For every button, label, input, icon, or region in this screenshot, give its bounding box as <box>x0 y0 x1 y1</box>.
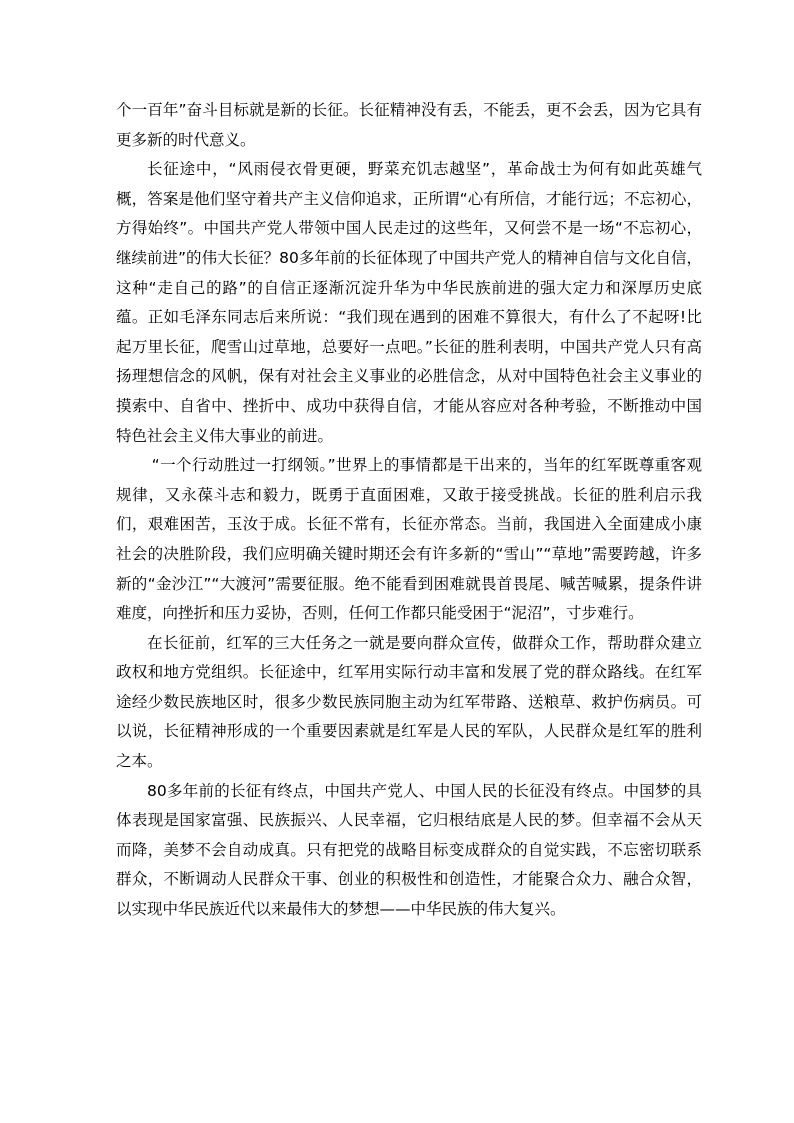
paragraph-4: 在长征前，红军的三大任务之一就是要向群众宣传，做群众工作，帮助群众建立政权和地方党组织。长征途中，红军用实际行动丰富和发展了党的群众路线。在红军途经少数民族地区时，很多少数民族同胞主动为红军带路、送粮草、救护伤病员。可以说，长征精神形成的一个重要因素就是红军是人民的军队，人民群众是红军的胜利之本。 <box>116 633 702 771</box>
paragraph-3: “一个行动胜过一打纲领。”世界上的事情都是干出来的，当年的红军既尊重客观规律，又永葆斗志和毅力，既勇于直面困难，又敢于接受挑战。长征的胜利启示我们，艰难困苦，玉汝于成。长征不常有，长征亦常态。当前，我国进入全面建成小康社会的决胜阶段，我们应明确关键时期还会有许多新的“雪山”“草地”需要跨越，许多新的“金沙江”“大渡河”需要征服。绝不能看到困难就畏首畏尾、喊苦喊累，提条件讲难度，向挫折和压力妥协，否则，任何工作都只能受困于“泥沼”，寸步难行。 <box>116 456 702 623</box>
document-page <box>116 96 702 925</box>
paragraph-1: 个一百年”奋斗目标就是新的长征。长征精神没有丢，不能丢，更不会丢，因为它具有更多新的时代意义。 <box>116 101 702 149</box>
paragraph-5: 80多年前的长征有终点，中国共产党人、中国人民的长征没有终点。中国梦的具体表现是国家富强、民族振兴、人民幸福，它归根结底是人民的梦。但幸福不会从天而降，美梦不会自动成真。只有把党的战略目标变成群众的自觉实践，不忘密切联系群众，不断调动人民群众干事、创业的积极性和创造性，才能聚合众力、融合众智，以实现中华民族近代以来最伟大的梦想——中华民族的伟大复兴。 <box>116 781 702 919</box>
paragraph-2: 长征途中，“风雨侵衣骨更硬，野菜充饥志越坚”，革命战士为何有如此英雄气概，答案是他们坚守着共产主义信仰追求，正所谓“心有所信，才能行远；不忘初心，方得始终”。中国共产党人带领中国人民走过的这些年，又何尝不是一场“不忘初心，继续前进”的伟大长征？80多年前的长征体现了中国共产党人的精神自信与文化自信，这种“走自己的路”的自信正逐渐沉淀升华为中华民族前进的强大定力和深厚历史底蕴。正如毛泽东同志后来所说：“我们现在遇到的困难不算很大，有什么了不起呀!比起万里长征，爬雪山过草地，总要好一点吧。”长征的胜利表明，中国共产党人只有高扬理想信念的风帆，保有对社会主义事业的必胜信念，从对中国特色社会主义事业的摸索中、自省中、挫折中、成功中获得自信，才能从容应对各种考验，不断推动中国特色社会主义伟大事业的前进。 <box>116 160 702 445</box>
